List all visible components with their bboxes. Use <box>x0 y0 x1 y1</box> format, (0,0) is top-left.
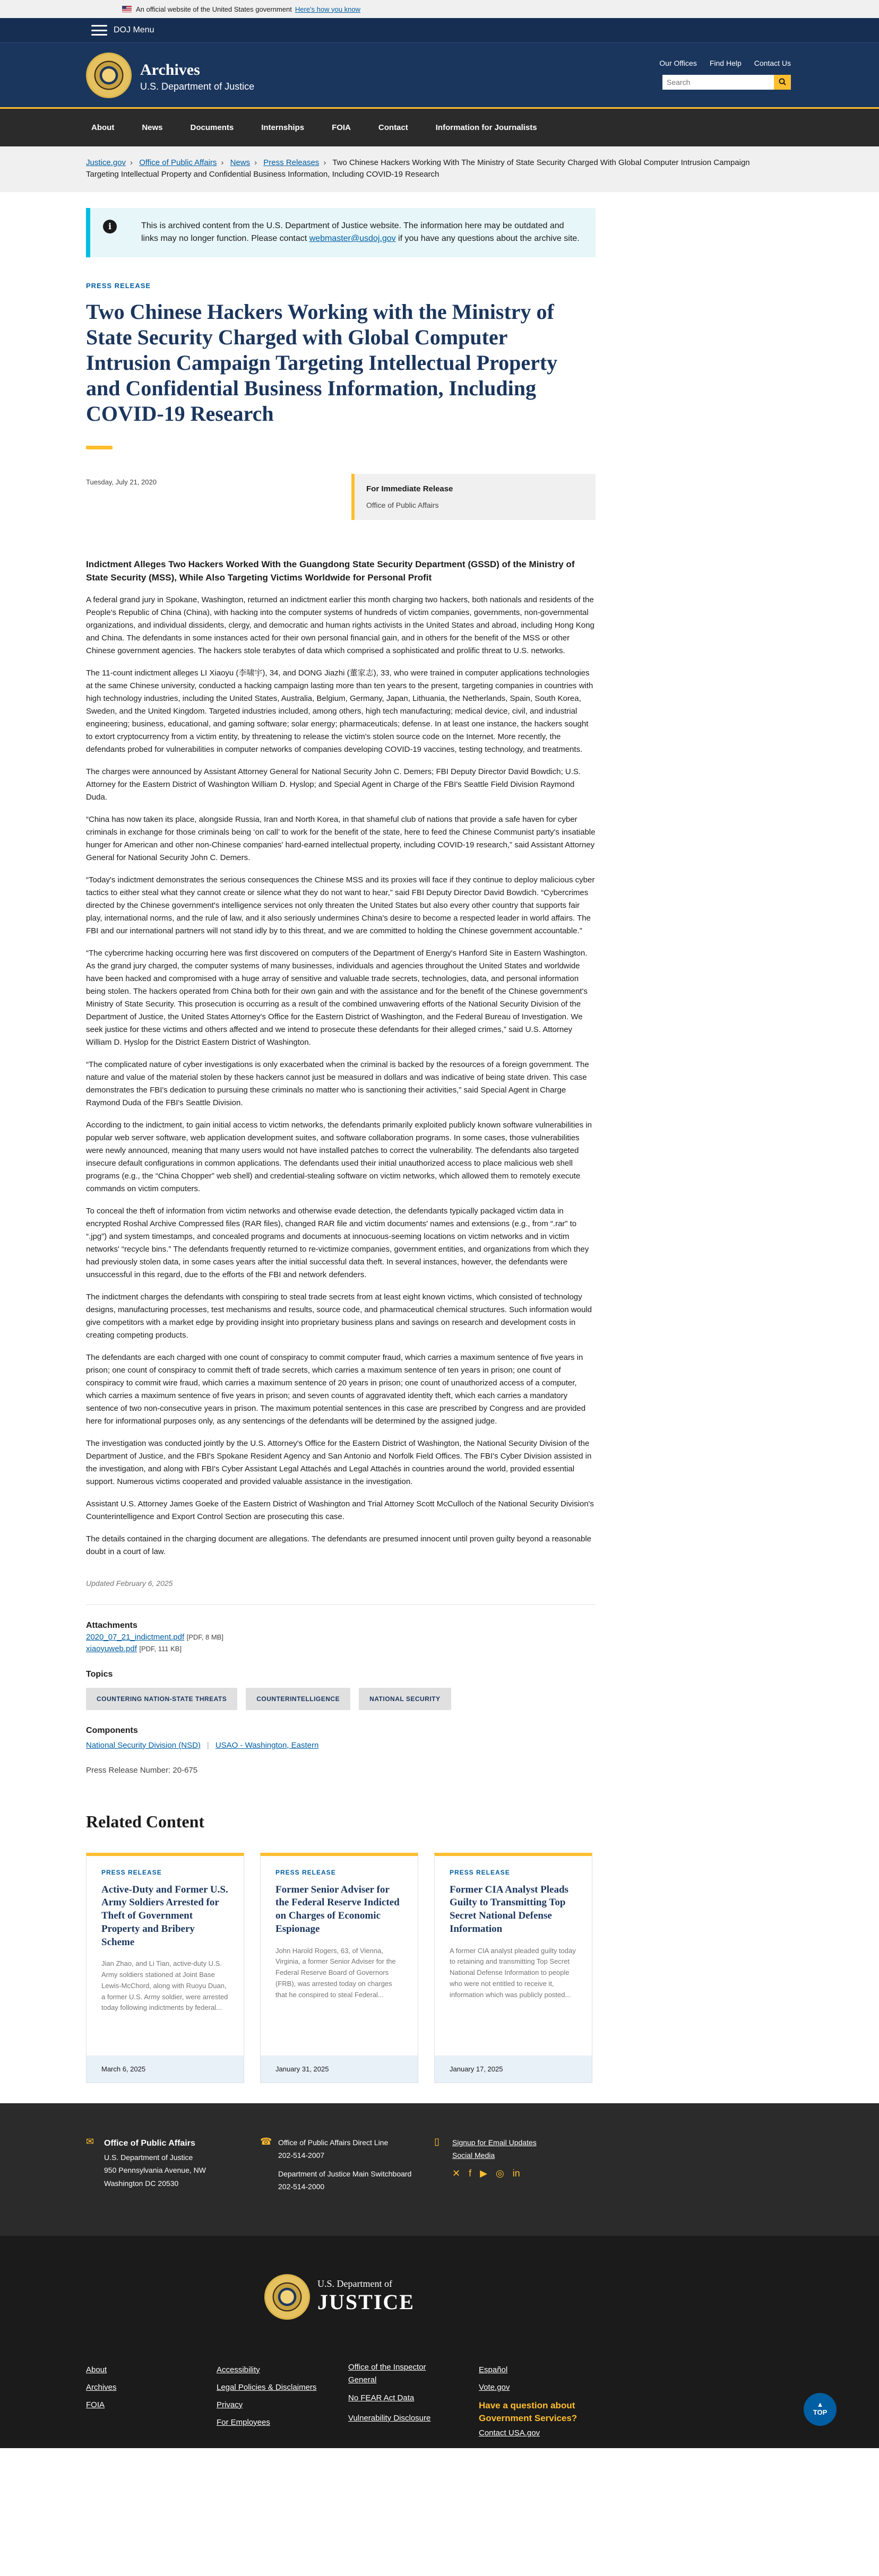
topic-tag[interactable]: COUNTERINTELLIGENCE <box>246 1688 350 1710</box>
attachments-list <box>86 1633 596 1654</box>
card-eyebrow: PRESS RELEASE <box>275 1868 336 1876</box>
article-paragraph: The indictment charges the defendants with conspiring to steal trade secrets from at least eight known victims, which consisted of technology designs, manufacturing processes, test mechanisms and results, source code, and pharmaceutical chemical structures. Such information would give competitors with a market edge by providing insight into proprietary business plans and savings on research and development costs in creating competing products. <box>86 1293 592 1340</box>
footer-links-col2 <box>217 2361 316 2431</box>
components-list: National Security Division (NSD) | USAO - Washington, Eastern <box>86 1740 319 1750</box>
component-link[interactable]: National Security Division (NSD) <box>86 1740 201 1750</box>
footer-phones <box>278 2136 416 2193</box>
back-to-top-button[interactable] <box>804 2393 837 2426</box>
card-date: March 6, 2025 <box>87 2055 244 2083</box>
footer-links-col4 <box>479 2361 606 2442</box>
footer-link[interactable]: FOIA <box>86 2400 105 2409</box>
article-eyebrow: PRESS RELEASE <box>86 282 151 290</box>
search-form <box>662 75 791 90</box>
card-date: January 17, 2025 <box>435 2055 592 2083</box>
header-links <box>659 59 791 67</box>
phone-number[interactable]: 202-514-2007 <box>278 2151 325 2160</box>
card-eyebrow: PRESS RELEASE <box>101 1868 162 1876</box>
components-heading: Components <box>86 1725 138 1735</box>
menu-icon[interactable] <box>91 25 107 36</box>
article-paragraph: A federal grand jury in Spokane, Washington, returned an indictment earlier this month charging two hackers, both nationals and residents of the People's Republic of China (China), with hacking into the computer systems of hundreds of victim companies, governments, non-governmental organizations, and individual dissidents, clergy, and democratic and human rights activists in the United States and abroad, including Hong Kong and China. The defendants in some instances acted for their own personal financial gain, and in others for the benefit of the MSS or other Chinese government agencies. The hackers stole terabytes of data which comprised a sophisticated and prolific threat to U.S. networks. <box>86 595 594 656</box>
footer-link[interactable]: No FEAR Act Data <box>348 2393 415 2402</box>
breadcrumb-news[interactable]: News <box>230 158 251 167</box>
footer-links-col3 <box>348 2361 454 2425</box>
chevron-right-icon: › <box>254 158 257 167</box>
alert-text: This is archived content from the U.S. Department of Justice website. The information here may be outdated and links may no longer function. Please contact webmaster@usdoj.gov if you have any questions about the archive site. <box>141 221 580 244</box>
footer-link[interactable]: Office of the Inspector General <box>348 2362 426 2384</box>
info-icon: i <box>103 220 117 233</box>
card-excerpt: A former CIA analyst pleaded guilty today to retaining and transmitting Top Secret National Defense Information to people who were not entitled to receive it, information which was publicly posted... <box>450 1946 576 1999</box>
site-title: Archives <box>140 61 200 79</box>
footer-links-col1 <box>86 2361 117 2414</box>
article-paragraph: “The complicated nature of cyber investigations is only exacerbated when the criminal is backed by the resources of a foreign government. The nature and value of the material stolen by these hackers cannot just be measured in dollars and was indicative of being state driven. This case demonstrates the FBI's dedication to pursuing these criminals no matter who is sanctioning their activities,” said Special Agent in Charge Raymond Duda of the FBI's Seattle Division. <box>86 1060 589 1108</box>
footer-contact <box>0 2103 879 2236</box>
breadcrumb-current: Two Chinese Hackers Working With The Ministry of State Security Charged With Global Computer Intrusion Campaign Targeting Intellectual Property and Confidential Business Information, Including COVID-19 Research <box>86 158 750 179</box>
search-icon <box>779 78 786 85</box>
card-title[interactable]: Active-Duty and Former U.S. Army Soldiers Arrested for Theft of Government Property and Bribery Scheme <box>101 1884 228 1948</box>
site-subtitle: U.S. Department of Justice <box>140 81 255 92</box>
release-office: Office of Public Affairs <box>366 501 439 510</box>
press-release-number: Press Release Number: 20-675 <box>86 1765 198 1775</box>
our-offices-link[interactable]: Our Offices <box>659 59 697 67</box>
arrow-up-icon: ▲ <box>816 2400 824 2408</box>
attachment-link[interactable]: 2020_07_21_indictment.pdf <box>86 1632 185 1642</box>
article-paragraph: To conceal the theft of information from victim networks and otherwise evade detection, the defendants typically packaged victim data in encrypted Roshal Archive Compressed files (RAR files), changed RAR file and victim documents' names and extensions (e.g., from “.rar” to “.jpg”) and system timestamps, and concealed programs and documents at innocuous-seeming locations on victim networks and in victim networks' “recycle bins.” The defendants frequently returned to re-victimize companies, government entities, and organizations from which they had previously stolen data, in some cases years after the initial successful data theft. In several instances, however, the defendants were unsuccessful in this regard, due to the efforts of the FBI and network defenders. <box>86 1207 589 1280</box>
webmaster-email-link[interactable]: webmaster@usdoj.gov <box>309 234 396 244</box>
page-title: Two Chinese Hackers Working with the Ministry of State Security Charged with Global Computer Intrusion Campaign Targeting Intellectual Property and Confidential Business Information, Including COVID-19 Research <box>86 300 558 426</box>
breadcrumb-justice[interactable]: Justice.gov <box>86 158 126 167</box>
footer-link[interactable]: About <box>86 2365 107 2374</box>
related-heading: Related Content <box>86 1811 205 1831</box>
nav-internships[interactable]: Internships <box>261 123 305 132</box>
find-help-link[interactable]: Find Help <box>709 59 742 67</box>
footer-office-line: Washington DC 20530 <box>104 2179 179 2188</box>
card-title[interactable]: Former Senior Adviser for the Federal Reserve Indicted on Charges of Economic Espionage <box>275 1884 400 1935</box>
email-signup-link[interactable]: Signup for Email Updates <box>452 2138 537 2147</box>
footer-link[interactable]: For Employees <box>217 2417 270 2427</box>
footer-brand-line: U.S. Department of <box>317 2278 392 2289</box>
mail-icon: ✉ <box>86 2136 94 2147</box>
breadcrumb-press-releases[interactable]: Press Releases <box>263 158 320 167</box>
phone-number[interactable]: 202-514-2000 <box>278 2182 325 2191</box>
article-paragraph: According to the indictment, to gain initial access to victim networks, the defendants primarily exploited publicly known software vulnerabilities in popular web server software, web application development suites, and software collaboration programs. In some cases, those vulnerabilities were newly announced, meaning that many users would not have installed patches to correct the vulnerability. The defendants also targeted insecure default configurations in common applications. The defendants used their initial unauthorized access to place malicious web shell programs (e.g., the “China Chopper” web shell) and credential-stealing software on victim networks, which allowed them to remotely execute commands on victim computers. <box>86 1121 592 1194</box>
article-body <box>86 594 596 1589</box>
breadcrumb-opa[interactable]: Office of Public Affairs <box>139 158 217 167</box>
footer-link[interactable]: Español <box>479 2365 508 2374</box>
contact-us-link[interactable]: Contact Us <box>754 59 791 67</box>
card-excerpt: John Harold Rogers, 63, of Vienna, Virginia, a former Senior Adviser for the Federal Reserve Board of Governors (FRB), was arrested today on charges that he conspired to steal Federal... <box>275 1946 396 1999</box>
related-cards <box>86 1853 596 2083</box>
card-excerpt: Jian Zhao, and Li Tian, active-duty U.S. Army soldiers stationed at Joint Base Lewis-McChord, along with Ruoyu Duan, a former U.S. Army soldier, were arrested today following indictments by federal... <box>101 1959 228 2012</box>
facebook-icon[interactable]: f <box>469 2167 472 2179</box>
doj-seal-logo[interactable] <box>86 53 132 98</box>
topics-heading: Topics <box>86 1669 113 1679</box>
title-rule <box>86 446 113 449</box>
article-subheading: Indictment Alleges Two Hackers Worked With the Guangdong State Security Department (GSSD) of the Ministry of State Security (MSS), While Also Targeting Victims Worldwide for Personal Profit <box>86 559 575 583</box>
mobile-icon: ▯ <box>434 2136 440 2147</box>
phone-label: Office of Public Affairs Direct Line <box>278 2138 389 2147</box>
article-paragraph: “The cybercrime hacking occurring here was first discovered on computers of the Department of Energy's Hanford Site in Eastern Washington. As the grand jury charged, the computer systems of many businesses, individuals and agencies throughout the United States and worldwide have been hacked and compromised with a huge array of sensitive and valuable trade secrets, technologies, data, and personal information being stolen. The hackers operated from China both for their own gain and with the assistance and for the benefit of the Chinese government's Ministry of State Security. This prosecution is occurring as a result of the combined unwavering efforts of the National Security Division of the Department of Justice, the United States Attorney's Office for the Eastern District of Washington, and the Federal Bureau of Investigation. We seek justice for these victims and others affected and we intend to prosecute these defendants for their alleged crimes,” said U.S. Attorney William D. Hyslop for the District Eastern District of Washington. <box>86 949 588 1047</box>
footer-office-heading: Office of Public Affairs <box>104 2138 195 2148</box>
instagram-icon[interactable]: ◎ <box>495 2167 504 2179</box>
footer-link[interactable]: Legal Policies & Disclaimers <box>217 2382 317 2392</box>
site-brand[interactable] <box>140 61 254 92</box>
footer-main <box>0 2236 879 2448</box>
related-card[interactable] <box>86 1853 244 2083</box>
article-paragraph: “China has now taken its place, alongside Russia, Iran and North Korea, in that shameful club of nations that provide a safe haven for cyber criminals in exchange for those criminals being ‘on call’ to work for the benefit of the state, here to feed the Chinese Communist party's insatiable hunger for American and other non-Chinese companies' hard-earned intellectual property, including COVID-19 research,” said Assistant Attorney General for National Security John C. Demers. <box>86 815 596 863</box>
article-date: Tuesday, July 21, 2020 <box>86 478 157 487</box>
archive-alert <box>86 208 596 258</box>
social-icons <box>452 2165 537 2182</box>
article <box>86 282 596 2083</box>
contact-usagov-link[interactable]: Contact USA.gov <box>479 2428 540 2438</box>
back-to-top-label: TOP <box>813 2408 828 2417</box>
related-card[interactable] <box>434 1853 592 2083</box>
nav-contact[interactable]: Contact <box>378 123 408 132</box>
article-paragraph: The 11-count indictment alleges LI Xiaoyu (李啸宇), 34, and DONG Jiazhi (董家志), 33, who were trained in computer applications technologies at the same Chinese university, conducted a hacking campaign lasting more than ten years to the present, targeting companies in countries with high technology industries, including the United States, Australia, Belgium, Germany, Japan, Lithuania, the Netherlands, Spain, South Korea, Sweden, and the United Kingdom. Targeted industries included, among others, high tech manufacturing; medical device, civil, and industrial engineering; business, educational, and gaming software; solar energy; pharmaceuticals; defense. In at least one instance, the hackers sought to extort cryptocurrency from a victim entity, by threatening to release the victim's stolen source code on the Internet. More recently, the defendants probed for vulnerabilities in computer networks of companies developing COVID-19 vaccines, testing technology, and treatments. <box>86 669 593 754</box>
card-eyebrow: PRESS RELEASE <box>450 1868 510 1876</box>
us-flag-icon <box>122 6 132 12</box>
footer-link[interactable]: Vote.gov <box>479 2382 510 2392</box>
chevron-right-icon: › <box>221 158 224 167</box>
youtube-icon[interactable]: ▶ <box>480 2167 487 2179</box>
breadcrumb <box>0 146 879 192</box>
main-nav <box>0 107 879 146</box>
nav-news[interactable]: News <box>142 123 163 132</box>
site-header <box>0 42 879 107</box>
footer-brand[interactable] <box>317 2278 415 2314</box>
article-paragraph: The details contained in the charging document are allegations. The defendants are presumed innocent until proven guilty beyond a reasonable doubt in a court of law. <box>86 1534 592 1557</box>
footer-office-line: U.S. Department of Justice <box>104 2153 193 2162</box>
footer-office-line: 950 Pennsylvania Avenue, NW <box>104 2166 206 2175</box>
gov-banner-text: An official website of the United States government <box>136 5 292 13</box>
phone-icon: ☎ <box>260 2136 272 2147</box>
gov-banner <box>0 0 879 18</box>
attachment-meta: [PDF, 111 KB] <box>139 1644 182 1653</box>
nav-foia[interactable]: FOIA <box>332 123 351 132</box>
phone-label: Department of Justice Main Switchboard <box>278 2169 412 2178</box>
card-title[interactable]: Former CIA Analyst Pleads Guilty to Transmitting Top Secret National Defense Information <box>450 1884 568 1935</box>
article-paragraph: The investigation was conducted jointly by the U.S. Attorney's Office for the Eastern District of Washington, the National Security Division of the Department of Justice, and the FBI's Spokane Resident Agency and San Antonio and Norfolk Field Offices. The FBI's Cyber Division assisted in the investigation, and along with FBI's Cyber Assistant Legal Attachés and Legal Attachés in countries around the world, provided essential support. Numerous victims cooperated and provided valuable assistance in the investigation. <box>86 1439 592 1487</box>
nav-about[interactable]: About <box>91 123 115 132</box>
doj-seal-logo[interactable] <box>264 2274 310 2320</box>
attachments-heading: Attachments <box>86 1620 137 1630</box>
footer-question: Have a question about Government Services? <box>479 2400 578 2423</box>
search-input[interactable] <box>662 75 774 90</box>
release-box <box>351 474 596 520</box>
attachment-link[interactable]: xiaoyuweb.pdf <box>86 1644 137 1653</box>
top-menu-bar <box>0 18 879 42</box>
footer-link[interactable]: Accessibility <box>217 2365 260 2374</box>
component-link[interactable]: USAO - Washington, Eastern <box>215 1740 319 1750</box>
article-paragraph: The defendants are each charged with one count of conspiracy to commit computer fraud, which carries a maximum sentence of five years in prison; one count of conspiracy to commit theft of trade secrets, which carries a maximum sentence of ten years in prison; one count of conspiracy to commit wire fraud, which carries a maximum sentence of 20 years in prison; one count of unauthorized access of a computer, which carries a maximum sentence of five years in prison; and seven counts of aggravated identity theft, which each carries a mandatory sentence of two non-consecutive years in prison. The maximum potential sentences in this case are prescribed by Congress and are provided here for informational purposes only, as any sentencings of the defendants will be determined by the assigned judge. <box>86 1353 586 1426</box>
social-media-link[interactable]: Social Media <box>452 2151 495 2160</box>
related-card[interactable] <box>260 1853 418 2083</box>
topic-tag[interactable]: COUNTERING NATION-STATE THREATS <box>86 1688 237 1710</box>
heres-how-link[interactable]: Here's how you know <box>295 5 361 13</box>
nav-documents[interactable]: Documents <box>190 123 234 132</box>
release-heading: For Immediate Release <box>366 484 453 494</box>
topics-list <box>86 1688 596 1710</box>
footer-link[interactable]: Privacy <box>217 2400 243 2409</box>
chevron-right-icon: › <box>323 158 326 167</box>
chevron-right-icon: › <box>130 158 133 167</box>
topic-tag[interactable]: NATIONAL SECURITY <box>359 1688 451 1710</box>
article-paragraph: “Today's indictment demonstrates the serious consequences the Chinese MSS and its proxies will face if they continue to deploy malicious cyber tactics to either steal what they cannot create or silence what they do not want to hear,” said FBI Deputy Director David Bowdich. “Cybercrimes directed by the Chinese government's intelligence services not only threaten the United States but also every other country that supports fair play, international norms, and the rule of law, and it also seriously undermines China's desire to become a respected leader in world affairs. The FBI and our international partners will not stand idly by to this threat, and we are committed to holding the Chinese government accountable.” <box>86 875 595 936</box>
footer-link[interactable]: Vulnerability Disclosure <box>348 2413 431 2423</box>
linkedin-icon[interactable]: in <box>512 2167 520 2179</box>
x-icon[interactable]: ✕ <box>452 2167 461 2179</box>
footer-brand-name: JUSTICE <box>317 2289 415 2314</box>
article-paragraph: The charges were announced by Assistant Attorney General for National Security John C. Demers; FBI Deputy Director David Bowdich; U.S. Attorney for the Eastern District of Washington William D. Hyslop; and Special Agent in Charge of the FBI's Seattle Field Division Raymond Duda. <box>86 767 581 802</box>
divider <box>86 1604 596 1605</box>
attachment-meta: [PDF, 8 MB] <box>186 1633 223 1641</box>
search-button[interactable] <box>774 75 791 90</box>
article-paragraph: Assistant U.S. Attorney James Goeke of the Eastern District of Washington and Trial Attorney Scott McCulloch of the National Security Division's Counterintelligence and Export Control Section are prosecuting this case. <box>86 1499 594 1522</box>
footer-link[interactable]: Archives <box>86 2382 117 2392</box>
updated-date: Updated February 6, 2025 <box>86 1579 173 1588</box>
card-date: January 31, 2025 <box>261 2055 418 2083</box>
footer-office <box>104 2136 206 2190</box>
footer-updates <box>452 2136 537 2182</box>
nav-journalists[interactable]: Information for Journalists <box>435 123 537 132</box>
doj-menu-button[interactable]: DOJ Menu <box>114 25 154 34</box>
